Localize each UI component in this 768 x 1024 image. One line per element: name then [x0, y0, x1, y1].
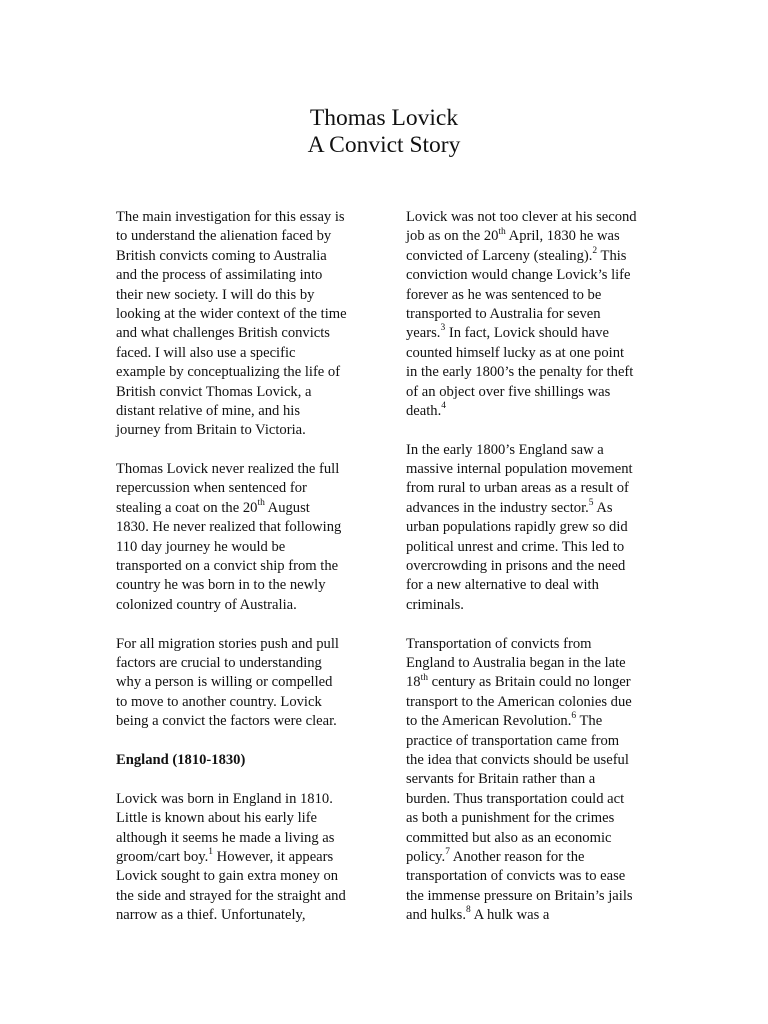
text-line: transported to Australia for seven	[406, 305, 601, 322]
text-line: counted himself lucky as at one point	[406, 344, 625, 361]
text-line: Thomas Lovick never realized the full	[116, 461, 340, 478]
text-span: advances in the industry sector.	[406, 499, 589, 516]
text-line: from rural to urban areas as a result of	[406, 480, 629, 497]
title-block	[0, 105, 768, 159]
text-line: the immense pressure on Britain’s jails	[406, 887, 633, 904]
text-span: death.	[406, 402, 442, 419]
left-column	[116, 208, 376, 925]
text-line: massive internal population movement	[406, 461, 633, 478]
text-span: groom/cart boy.	[116, 848, 209, 865]
text-span: The	[576, 713, 603, 730]
text-line: In the early 1800’s England saw a	[406, 441, 604, 458]
text-span: to the American Revolution.	[406, 713, 572, 730]
paragraph-migration	[116, 635, 376, 732]
text-line: and what challenges British convicts	[116, 325, 330, 342]
text-line: looking at the wider context of the time	[116, 305, 347, 322]
footnote-ref: 7	[445, 847, 450, 858]
text-span: This	[597, 247, 627, 264]
text-line	[406, 324, 664, 343]
text-line: to move to another country. Lovick	[116, 693, 322, 710]
text-line: servants for Britain rather than a	[406, 771, 596, 788]
text-line: to understand the alienation faced by	[116, 228, 332, 245]
text-line: of an object over five shillings was	[406, 383, 611, 400]
text-line: political unrest and crime. This led to	[406, 538, 625, 555]
text-span: years.	[406, 325, 441, 342]
text-line: and the process of assimilating into	[116, 267, 323, 284]
text-line: transportation of convicts was to ease	[406, 868, 626, 885]
text-span: Another reason for the	[449, 848, 585, 865]
text-line	[116, 499, 376, 518]
footnote-ref: 2	[592, 245, 598, 256]
text-line: for a new alternative to deal with	[406, 577, 599, 594]
text-line: in the early 1800’s the penalty for theft	[406, 364, 634, 381]
text-span: April, 1830 he was	[505, 228, 620, 245]
text-line: British convicts coming to Australia	[116, 247, 327, 264]
text-line: conviction would change Lovick’s life	[406, 267, 631, 284]
text-line: transported on a convict ship from the	[116, 558, 339, 575]
text-span: As	[593, 499, 613, 516]
text-line: colonized country of Australia.	[116, 596, 297, 613]
text-line: their new society. I will do this by	[116, 286, 315, 303]
page-title: Thomas Lovick	[309, 105, 459, 131]
text-line: the idea that convicts should be useful	[406, 751, 629, 768]
text-span: stealing a coat on the 20	[116, 499, 258, 516]
text-span: In fact, Lovick should have	[445, 325, 609, 342]
text-line: example by conceptualizing the life of	[116, 364, 341, 381]
section-heading: England (1810-1830)	[116, 751, 246, 768]
text-span: century as Britain could no longer	[427, 674, 631, 691]
text-span: and hulks.	[406, 907, 466, 924]
text-line: For all migration stories push and pull	[116, 635, 339, 652]
text-line: as both a punishment for the crimes	[406, 810, 615, 827]
text-line: burden. Thus transportation could act	[406, 790, 625, 807]
text-line	[406, 673, 664, 692]
paragraph-conviction	[406, 208, 664, 421]
text-line: England to Australia began in the late	[406, 654, 626, 671]
text-span: A hulk was a	[470, 907, 550, 924]
paragraph-transportation	[406, 635, 664, 926]
text-line: the side and strayed for the straight and	[116, 887, 346, 904]
text-line: being a convict the factors were clear.	[116, 713, 337, 730]
footnote-ref: 1	[208, 847, 214, 858]
text-line: urban populations rapidly grew so did	[406, 519, 628, 536]
text-line: The main investigation for this essay is	[116, 209, 345, 225]
text-line: narrow as a thief. Unfortunately,	[116, 907, 306, 924]
text-line: Lovick was not too clever at his second	[406, 209, 637, 225]
paragraph-early-life	[116, 790, 376, 926]
text-line	[406, 848, 664, 867]
text-line: repercussion when sentenced for	[116, 480, 307, 497]
text-line: faced. I will also use a specific	[116, 344, 296, 361]
text-line: why a person is willing or compelled	[116, 674, 333, 691]
text-line: factors are crucial to understanding	[116, 654, 322, 671]
page-subtitle: A Convict Story	[307, 132, 461, 158]
text-line: criminals.	[406, 596, 464, 613]
footnote-ref: 3	[440, 323, 446, 334]
text-line	[116, 848, 376, 867]
text-line: British convict Thomas Lovick, a	[116, 383, 312, 400]
text-line: transport to the American colonies due	[406, 693, 632, 710]
right-column	[406, 208, 664, 925]
superscript: th	[498, 226, 506, 237]
text-span: job as on the 20	[406, 228, 499, 245]
text-line: although it seems he made a living as	[116, 829, 335, 846]
text-line: distant relative of mine, and his	[116, 402, 300, 419]
text-line: overcrowding in prisons and the need	[406, 558, 626, 575]
text-line: Lovick was born in England in 1810.	[116, 790, 333, 807]
text-line: practice of transportation came from	[406, 732, 620, 749]
text-span: 18	[406, 674, 421, 691]
footnote-ref: 4	[441, 401, 447, 412]
text-line	[406, 712, 664, 731]
text-line: Lovick sought to gain extra money on	[116, 868, 339, 885]
superscript: th	[257, 498, 265, 508]
footnote-ref: 5	[588, 498, 594, 508]
text-line	[406, 402, 664, 421]
paragraph-sentence	[116, 460, 376, 615]
text-span: policy.	[406, 848, 446, 865]
text-line	[406, 906, 664, 925]
text-line: forever as he was sentenced to be	[406, 286, 602, 303]
footnote-ref: 6	[571, 711, 577, 722]
text-line: 1830. He never realized that following	[116, 519, 342, 536]
paragraph-population	[406, 441, 664, 616]
text-line: 110 day journey he would be	[116, 538, 286, 555]
text-span: convicted of Larceny (stealing).	[406, 247, 593, 264]
text-line: committed but also as an economic	[406, 829, 612, 846]
paragraph-intro	[116, 208, 376, 441]
footnote-ref: 8	[466, 905, 471, 916]
text-span: However, it appears	[213, 848, 334, 865]
text-line	[406, 499, 664, 518]
text-line: Little is known about his early life	[116, 810, 318, 827]
text-line: journey from Britain to Victoria.	[116, 422, 306, 439]
superscript: th	[420, 672, 428, 683]
text-span: August	[264, 499, 310, 516]
text-line: Transportation of convicts from	[406, 635, 592, 652]
text-line	[406, 227, 664, 246]
text-line	[406, 247, 664, 266]
text-line: country he was born in to the newly	[116, 577, 326, 594]
